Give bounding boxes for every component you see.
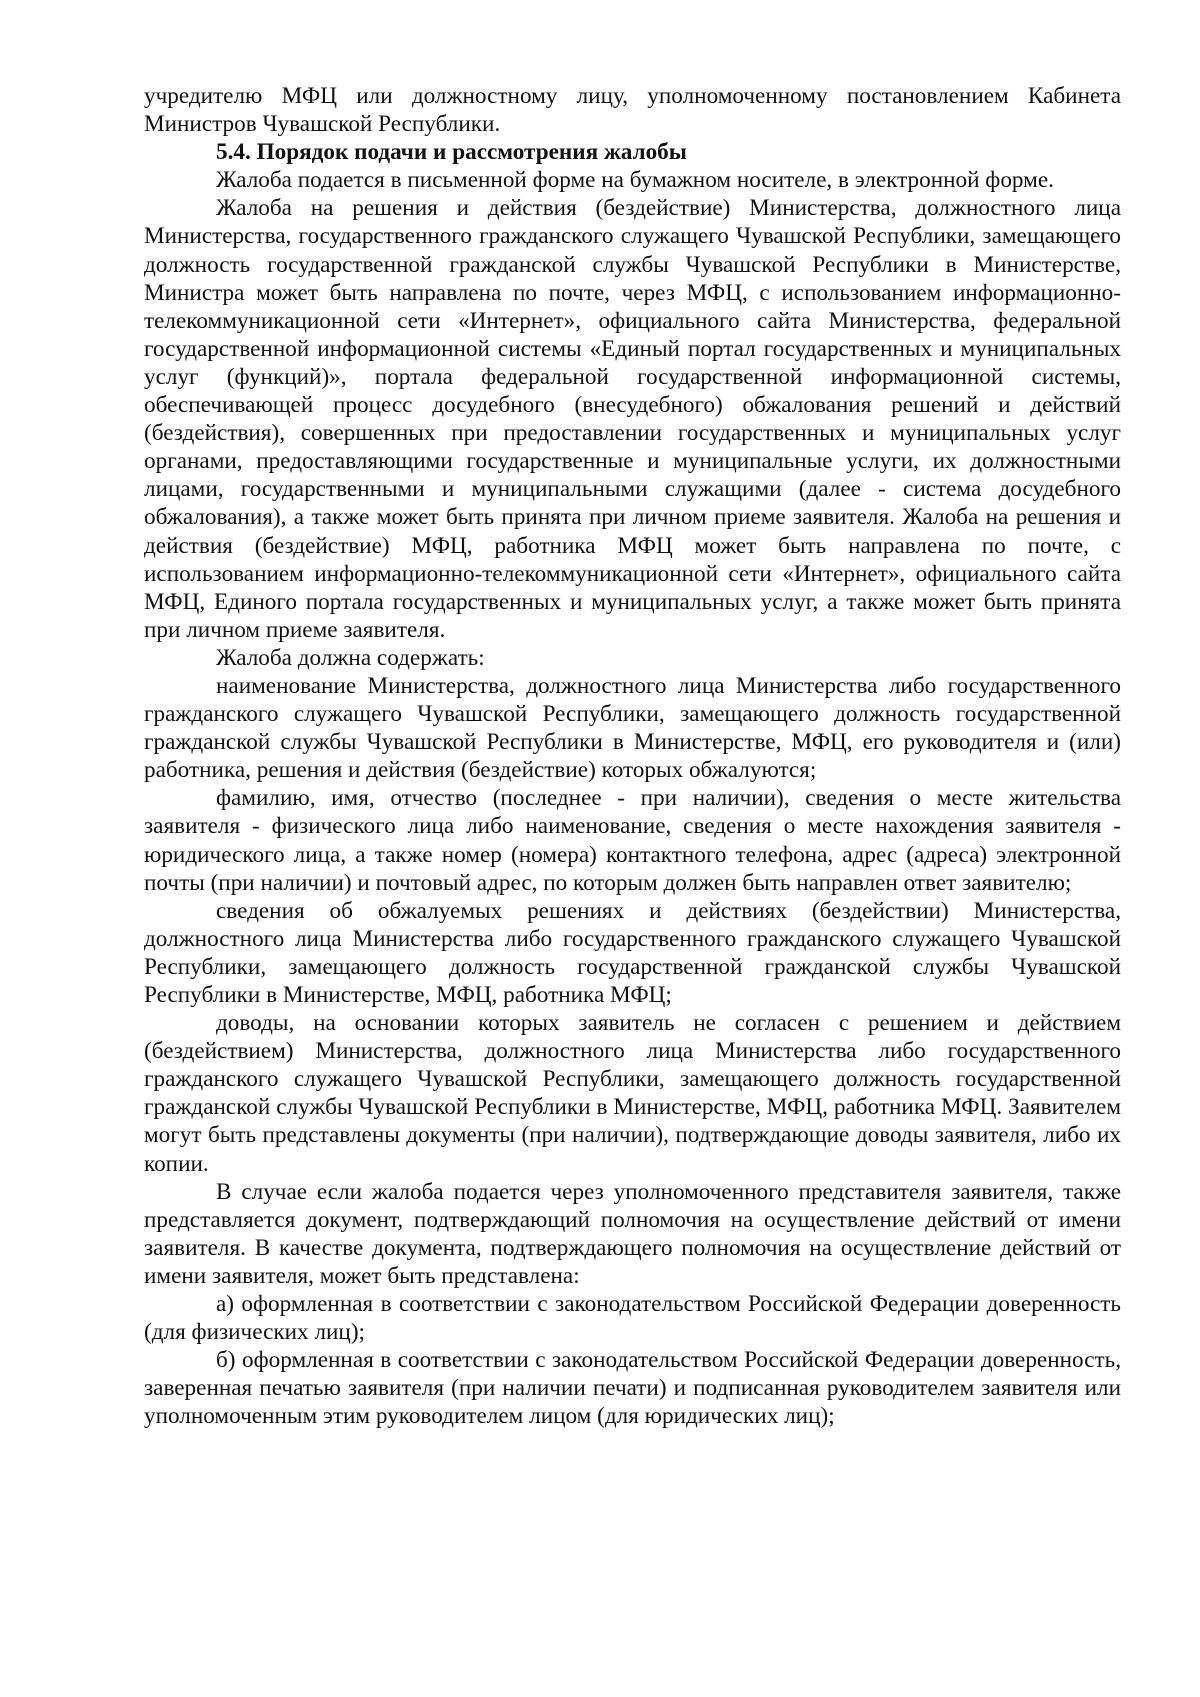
paragraph: Жалоба подается в письменной форме на бумажном носителе, в электронной форме. [216,167,1054,194]
paragraph-continuation: учредителю МФЦ или должностному лицу, уполномоченному постановлением Кабинета Министров Чувашской Республики. [144,83,1121,138]
paragraph: В случае если жалоба подается через уполномоченного представителя заявителя, также представляется документ, подтверждающий полномочия на осуществление действий от имени заявителя. В качестве документа, подтверждающего полномочия на осуществление действий от имени заявителя, может быть представлена: [144,1178,1121,1289]
list-item-b: б) оформленная в соответствии с законодательством Российской Федерации доверенность, заверенная печатью заявителя (при наличии печати) и подписанная руководителем заявителя или уполномоченным этим руководителем лицом (для юридических лиц); [144,1347,1121,1430]
paragraph: сведения об обжалуемых решениях и действиях (бездействии) Министерства, должностного лица Министерства либо государственного гражданского служащего Чувашской Республики, замещающего должность государственной гражданской службы Чувашской Республики в Министерстве, МФЦ, работника МФЦ; [144,897,1121,1008]
paragraph: фамилию, имя, отчество (последнее - при наличии), сведения о месте жительства заявителя - физического лица либо наименование, сведения о месте нахождения заявителя - юридического лица, а также номер (номера) контактного телефона, адрес (адреса) электронной почты (при наличии) и почтовый адрес, по которым должен быть направлен ответ заявителю; [144,785,1121,896]
section-heading: 5.4. Порядок подачи и рассмотрения жалобы [216,139,687,166]
paragraph: наименование Министерства, должностного лица Министерства либо государственного гражданского служащего Чувашской Республики, замещающего должность государственной гражданской службы Чувашской Республики в Министерстве, МФЦ, его руководителя и (или) работника, решения и действия (бездействие) которых обжалуются; [144,672,1121,784]
paragraph: Жалоба на решения и действия (бездействие) Министерства, должностного лица Министерства, государственного гражданского служащего Чувашской Республики, замещающего должность государственной гражданской службы Чувашской Республики в Министерстве, Министра может быть направлена по почте, через МФЦ, с использованием информационно-телекоммуникационной сети «Интернет», официального сайта Министерства, федеральной государственной информационной системы «Единый портал государственных и муниципальных услуг (функций)», портала федеральной государственной информационной системы, обеспечивающей процесс досудебного (внесудебного) обжалования решений и действий (бездействия), совершенных при предоставлении государственных и муниципальных услуг органами, предоставляющими государственные и муниципальные услуги, их должностными лицами, государственными и муниципальными служащими (далее - система досудебного обжалования), а также может быть принята при личном приеме заявителя. Жалоба на решения и действия (бездействие) МФЦ, работника МФЦ может быть направлена по почте, с использованием информационно-телекоммуникационной сети «Интернет», официального сайта МФЦ, Единого портала государственных и муниципальных услуг, а также может быть принята при личном приеме заявителя. [144,195,1121,643]
paragraph: доводы, на основании которых заявитель не согласен с решением и действием (бездействием) Министерства, должностного лица Министерства либо государственного гражданского служащего Чувашской Республики, замещающего должность государственной гражданской службы Чувашской Республики в Министерстве, МФЦ, работника МФЦ. Заявителем могут быть представлены документы (при наличии), подтверждающие доводы заявителя, либо их копии. [144,1010,1121,1177]
document-body [144,82,1121,1431]
list-item-a: а) оформленная в соответствии с законодательством Российской Федерации доверенность (для физических лиц); [144,1291,1121,1346]
paragraph: Жалоба должна содержать: [216,644,485,671]
